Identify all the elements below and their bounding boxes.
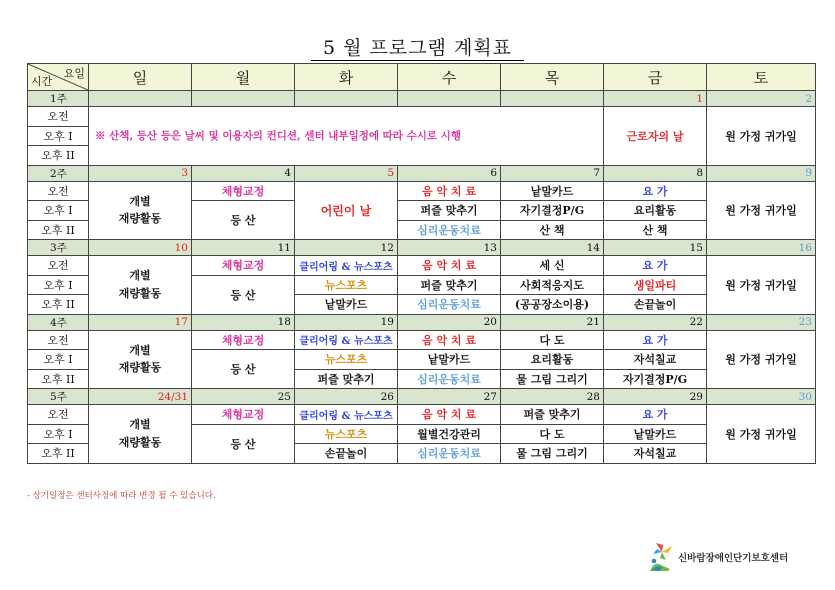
individual-activity: 개별 재량활동: [89, 405, 192, 464]
date-cell: 27: [398, 389, 501, 405]
date-cell: 11: [192, 240, 295, 256]
date-cell: 18: [192, 314, 295, 330]
date-cell: 19: [295, 314, 398, 330]
program-cell: 낱말카드: [295, 295, 398, 315]
date-cell: 30: [707, 389, 816, 405]
date-cell: 7: [501, 165, 604, 181]
home-return-day: 원 가정 귀가일: [707, 405, 816, 464]
program-cell: 요리활동: [501, 350, 604, 370]
program-cell: 요 가: [604, 256, 707, 276]
date-cell: 12: [295, 240, 398, 256]
program-cell: 음 악 치 료: [398, 330, 501, 350]
holiday-childrens-day: 어린이 날: [295, 181, 398, 240]
slot-label-am: 오전: [28, 256, 89, 276]
home-return-day: 원 가정 귀가일: [707, 330, 816, 389]
week-label: 4주: [28, 314, 89, 330]
date-cell: 5: [295, 165, 398, 181]
program-cell: 손끝놀이: [295, 444, 398, 464]
program-cell: 뉴스포츠: [295, 350, 398, 370]
date-cell: [295, 91, 398, 107]
day-header-wed: 수: [398, 64, 501, 91]
slot-label-am: 오전: [28, 107, 89, 127]
program-cell: 등 산: [192, 350, 295, 389]
date-cell: 1: [604, 91, 707, 107]
program-cell: 다 도: [501, 330, 604, 350]
program-cell: 요 가: [604, 405, 707, 425]
program-cell: 퍼즐 맞추기: [295, 369, 398, 389]
date-cell: [501, 91, 604, 107]
program-cell: 월별건강관리: [398, 424, 501, 444]
program-cell: 체형교정: [192, 256, 295, 276]
program-cell: 등 산: [192, 424, 295, 463]
program-cell: 클리어링 & 뉴스포츠: [295, 256, 398, 276]
date-cell: 23: [707, 314, 816, 330]
date-cell: 25: [192, 389, 295, 405]
program-cell: 체형교정: [192, 405, 295, 425]
program-cell: 체형교정: [192, 330, 295, 350]
program-cell: 낱말카드: [501, 181, 604, 201]
holiday-labor-day: 근로자의 날: [604, 107, 707, 166]
slot-label-pm1: 오후 I: [28, 126, 89, 146]
home-return-day: 원 가정 귀가일: [707, 181, 816, 240]
program-cell: 등 산: [192, 275, 295, 314]
program-cell: 클리어링 & 뉴스포츠: [295, 405, 398, 425]
date-cell: [398, 91, 501, 107]
slot-label-pm1: 오후 I: [28, 275, 89, 295]
day-header-mon: 월: [192, 64, 295, 91]
program-cell: 자기결정P/G: [604, 369, 707, 389]
program-cell: 요리활동: [604, 201, 707, 221]
program-cell: 산 책: [501, 220, 604, 240]
slot-label-pm2: 오후 II: [28, 220, 89, 240]
program-cell: 자기결정P/G: [501, 201, 604, 221]
program-cell: 사회적응지도: [501, 275, 604, 295]
program-cell: 손끝놀이: [604, 295, 707, 315]
home-return-day: 원 가정 귀가일: [707, 256, 816, 315]
corner-day-label: 요일: [63, 67, 85, 80]
program-cell: (공공장소이용): [501, 295, 604, 315]
program-cell: 요 가: [604, 181, 707, 201]
corner-time-label: 시간: [31, 75, 53, 88]
slot-label-pm1: 오후 I: [28, 424, 89, 444]
week-row-4: [28, 314, 816, 330]
week-row-1: [28, 91, 816, 107]
slot-label-pm1: 오후 I: [28, 350, 89, 370]
header-row: [28, 64, 816, 91]
date-cell: 13: [398, 240, 501, 256]
program-cell: 낱말카드: [604, 424, 707, 444]
program-cell: 퍼즐 맞추기: [398, 275, 501, 295]
program-cell: 음 악 치 료: [398, 256, 501, 276]
program-cell: 심리운동치료: [398, 369, 501, 389]
slot-label-am: 오전: [28, 405, 89, 425]
date-cell: [89, 91, 192, 107]
date-cell: 3: [89, 165, 192, 181]
day-header-thu: 목: [501, 64, 604, 91]
date-cell: 24/31: [89, 389, 192, 405]
program-cell: 심리운동치료: [398, 295, 501, 315]
date-cell: 16: [707, 240, 816, 256]
date-cell: 15: [604, 240, 707, 256]
date-cell: 26: [295, 389, 398, 405]
date-cell: 22: [604, 314, 707, 330]
program-cell: 클리어링 & 뉴스포츠: [295, 330, 398, 350]
date-cell: 28: [501, 389, 604, 405]
program-cell: 세 신: [501, 256, 604, 276]
week-label: 3주: [28, 240, 89, 256]
program-cell: 요 가: [604, 330, 707, 350]
date-cell: 20: [398, 314, 501, 330]
week-label: 1주: [28, 91, 89, 107]
center-logo: [648, 540, 818, 574]
corner-cell: [28, 64, 89, 91]
program-cell: 음 악 치 료: [398, 405, 501, 425]
slot-label-pm1: 오후 I: [28, 201, 89, 221]
date-cell: 21: [501, 314, 604, 330]
footnote: - 상기일정은 센터사정에 따라 변경 될 수 있습니다.: [27, 491, 216, 501]
date-cell: 14: [501, 240, 604, 256]
program-cell: 물 그림 그리기: [501, 444, 604, 464]
week-label: 2주: [28, 165, 89, 181]
program-cell: 음 악 치 료: [398, 181, 501, 201]
program-cell: 산 책: [604, 220, 707, 240]
schedule-table: [27, 63, 816, 464]
week-row-5: [28, 389, 816, 405]
program-cell: 자석칠교: [604, 350, 707, 370]
program-cell: 생일파티: [604, 275, 707, 295]
week-row-2: [28, 165, 816, 181]
program-cell: 다 도: [501, 424, 604, 444]
slot-label-pm2: 오후 II: [28, 146, 89, 166]
day-header-sat: 토: [707, 64, 816, 91]
notice-text: ※ 산책, 등산 등은 날씨 및 이용자의 컨디션, 센터 내부일정에 따라 수시로 시행: [89, 107, 604, 166]
program-cell: 등 산: [192, 201, 295, 240]
program-cell: 뉴스포츠: [295, 275, 398, 295]
program-cell: 물 그림 그리기: [501, 369, 604, 389]
date-cell: 9: [707, 165, 816, 181]
program-cell: 심리운동치료: [398, 220, 501, 240]
date-cell: 2: [707, 91, 816, 107]
date-cell: [192, 91, 295, 107]
individual-activity: 개별 재량활동: [89, 181, 192, 240]
date-cell: 8: [604, 165, 707, 181]
program-cell: 심리운동치료: [398, 444, 501, 464]
program-cell: 자석칠교: [604, 444, 707, 464]
pinwheel-person-icon: [648, 540, 676, 572]
day-header-sun: 일: [89, 64, 192, 91]
date-cell: 17: [89, 314, 192, 330]
center-name: 신바람장애인단기보호센터: [678, 553, 789, 564]
slot-label-am: 오전: [28, 181, 89, 201]
program-cell: 퍼즐 맞추기: [398, 201, 501, 221]
individual-activity: 개별 재량활동: [89, 256, 192, 315]
home-return-day: 원 가정 귀가일: [707, 107, 816, 166]
program-cell: 퍼즐 맞추기: [501, 405, 604, 425]
date-cell: 6: [398, 165, 501, 181]
day-header-fri: 금: [604, 64, 707, 91]
program-cell: 뉴스포츠: [295, 424, 398, 444]
day-header-tue: 화: [295, 64, 398, 91]
date-cell: 29: [604, 389, 707, 405]
date-cell: 10: [89, 240, 192, 256]
program-cell: 체형교정: [192, 181, 295, 201]
week-label: 5주: [28, 389, 89, 405]
slot-label-pm2: 오후 II: [28, 295, 89, 315]
slot-label-am: 오전: [28, 330, 89, 350]
page-title: 5 월 프로그램 계획표: [0, 33, 835, 60]
program-cell: 낱말카드: [398, 350, 501, 370]
slot-label-pm2: 오후 II: [28, 369, 89, 389]
week-row-3: [28, 240, 816, 256]
date-cell: 4: [192, 165, 295, 181]
individual-activity: 개별 재량활동: [89, 330, 192, 389]
slot-label-pm2: 오후 II: [28, 444, 89, 464]
